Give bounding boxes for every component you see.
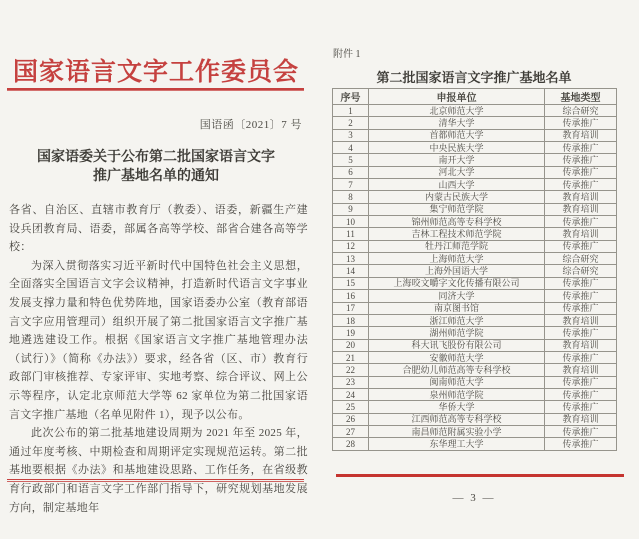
table-cell: 教育培训	[545, 228, 617, 240]
table-cell: 传承推广	[545, 166, 617, 178]
agency-letterhead-title: 国家语言文字工作委员会	[12, 59, 299, 86]
table-cell: 5	[333, 154, 369, 166]
red-annotation-line-left	[7, 479, 304, 482]
table-row	[333, 376, 617, 388]
table-row	[333, 425, 617, 437]
table-row	[333, 179, 617, 191]
table-cell: 传承推广	[545, 425, 617, 437]
table-cell: 清华大学	[369, 117, 545, 129]
table-cell: 南京图书馆	[369, 302, 545, 314]
table-cell: 华侨大学	[369, 401, 545, 413]
table-cell: 教育培训	[545, 364, 617, 376]
table-cell: 11	[333, 228, 369, 240]
table-row	[333, 142, 617, 154]
table-cell: 南开大学	[369, 154, 545, 166]
table-cell: 传承推广	[545, 179, 617, 191]
table-cell: 27	[333, 425, 369, 437]
table-cell: 中央民族大学	[369, 142, 545, 154]
table-cell: 传承推广	[545, 438, 617, 450]
table-cell: 8	[333, 191, 369, 203]
table-cell: 上海师范大学	[369, 253, 545, 265]
table-cell: 集宁师范学院	[369, 203, 545, 215]
table-cell: 教育培训	[545, 203, 617, 215]
table-cell: 牡丹江师范学院	[369, 240, 545, 252]
table-cell: 4	[333, 142, 369, 154]
table-cell: 河北大学	[369, 166, 545, 178]
table-row	[333, 253, 617, 265]
table-cell: 20	[333, 339, 369, 351]
table-cell: 安徽师范大学	[369, 351, 545, 363]
table-cell: 3	[333, 129, 369, 141]
notice-body	[9, 201, 308, 517]
table-cell: 传承推广	[545, 351, 617, 363]
document-number: 国语函〔2021〕7 号	[199, 119, 302, 131]
notice-paragraph-1: 为深入贯彻落实习近平新时代中国特色社会主义思想，全面落实全国语言文字会议精神，打造新时代语言文字事业发展支撑力量和特色优势阵地，国家语委办公室（教育部语言文字应用管理司）组织开展了第二批国家语言文字推广基地遴选建设工作。根据《国家语言文字推广基地管理办法（试行）》（简称《办法》）要求，经各省（区、市）教育行政部门审核推荐、专家评审、实地考察、综合评议、网上公示等程序，认定北京师范大学等 62 家单位为第二批国家语言文字推广基地（名单见附件 1），现予以公布。	[9, 259, 308, 421]
table-cell: 传承推广	[545, 277, 617, 289]
table-row	[333, 302, 617, 314]
table-cell: 12	[333, 240, 369, 252]
table-cell: 吉林工程技术师范学院	[369, 228, 545, 240]
attachment-label: 附件 1	[333, 49, 361, 60]
table-cell: 传承推广	[545, 240, 617, 252]
promotion-base-table	[332, 88, 617, 451]
table-cell: 18	[333, 314, 369, 326]
table-cell: 上海外国语大学	[369, 265, 545, 277]
table-cell: 东华理工大学	[369, 438, 545, 450]
table-row	[333, 203, 617, 215]
table-cell: 综合研究	[545, 105, 617, 117]
table-cell: 锦州师范高等专科学校	[369, 216, 545, 228]
table-row	[333, 401, 617, 413]
table-row	[333, 129, 617, 141]
table-row	[333, 154, 617, 166]
page-number: — 3 —	[452, 492, 496, 504]
table-cell: 23	[333, 376, 369, 388]
table-cell: 17	[333, 302, 369, 314]
attachment-table-title: 第二批国家语言文字推广基地名单	[376, 70, 572, 85]
table-row	[333, 351, 617, 363]
table-row	[333, 191, 617, 203]
table-cell: 26	[333, 413, 369, 425]
table-cell: 内蒙古民族大学	[369, 191, 545, 203]
table-cell: 15	[333, 277, 369, 289]
red-annotation-line-right	[336, 474, 624, 477]
table-cell: 14	[333, 265, 369, 277]
table-row	[333, 388, 617, 400]
header-序号: 序号	[333, 89, 369, 105]
table-cell: 北京师范大学	[369, 105, 545, 117]
table-cell: 教育培训	[545, 314, 617, 326]
table-cell: 10	[333, 216, 369, 228]
table-cell: 28	[333, 438, 369, 450]
notice-title	[8, 148, 304, 186]
table-cell: 1	[333, 105, 369, 117]
table-cell: 教育培训	[545, 191, 617, 203]
table-header	[333, 89, 617, 105]
table-cell: 传承推广	[545, 216, 617, 228]
table-row	[333, 117, 617, 129]
table-row	[333, 413, 617, 425]
table-cell: 南昌师范附属实验小学	[369, 425, 545, 437]
table-cell: 综合研究	[545, 253, 617, 265]
table-cell: 首都师范大学	[369, 129, 545, 141]
notice-paragraph-2: 此次公布的第二批基地建设周期为 2021 年至 2025 年，通过年度考核、中期检查和周期评定实现规范运转。第二批基地要根据《办法》和基地建设思路、工作任务，在省级教育行政部门和语言文字工作部门指导下，研究规划基地发展方向，制定基地年	[9, 427, 308, 514]
table-cell: 浙江师范大学	[369, 314, 545, 326]
table-row	[333, 438, 617, 450]
table-cell: 24	[333, 388, 369, 400]
table-cell: 传承推广	[545, 376, 617, 388]
notice-title-line1: 国家语委关于公布第二批国家语言文字	[37, 150, 275, 165]
table-header-row	[333, 89, 617, 105]
table-cell: 闽南师范大学	[369, 376, 545, 388]
letterhead-divider-line	[7, 88, 304, 91]
table-cell: 传承推广	[545, 290, 617, 302]
table-row	[333, 327, 617, 339]
table-cell: 泉州师范学院	[369, 388, 545, 400]
table-cell: 16	[333, 290, 369, 302]
table-row	[333, 216, 617, 228]
table-cell: 25	[333, 401, 369, 413]
table-row	[333, 339, 617, 351]
table-cell: 7	[333, 179, 369, 191]
table-cell: 教育培训	[545, 129, 617, 141]
table-cell: 22	[333, 364, 369, 376]
table-cell: 9	[333, 203, 369, 215]
table-row	[333, 290, 617, 302]
table-cell: 综合研究	[545, 265, 617, 277]
table-cell: 山西大学	[369, 179, 545, 191]
table-cell: 湖州师范学院	[369, 327, 545, 339]
table-cell: 合肥幼儿师范高等专科学校	[369, 364, 545, 376]
table-cell: 6	[333, 166, 369, 178]
table-cell: 传承推广	[545, 117, 617, 129]
table-cell: 19	[333, 327, 369, 339]
table-row	[333, 240, 617, 252]
table-body	[333, 105, 617, 451]
notice-title-line2: 推广基地名单的通知	[93, 169, 219, 184]
table-row	[333, 105, 617, 117]
header-申报单位: 申报单位	[369, 89, 545, 105]
table-cell: 2	[333, 117, 369, 129]
table-row	[333, 364, 617, 376]
header-基地类型: 基地类型	[545, 89, 617, 105]
table-cell: 21	[333, 351, 369, 363]
table-cell: 传承推广	[545, 142, 617, 154]
table-row	[333, 166, 617, 178]
table-cell: 传承推广	[545, 327, 617, 339]
table-cell: 13	[333, 253, 369, 265]
table-cell: 同济大学	[369, 290, 545, 302]
table-cell: 科大讯飞股份有限公司	[369, 339, 545, 351]
table-row	[333, 265, 617, 277]
table-cell: 教育培训	[545, 339, 617, 351]
notice-salutation: 各省、自治区、直辖市教育厅（教委）、语委，新疆生产建设兵团教育局、语委，部属各高等学校、部省合建各高等学校：	[9, 204, 308, 254]
table-row	[333, 314, 617, 326]
table-cell: 传承推广	[545, 388, 617, 400]
table-row	[333, 277, 617, 289]
table-cell: 传承推广	[545, 302, 617, 314]
table-row	[333, 228, 617, 240]
table-cell: 传承推广	[545, 154, 617, 166]
table-cell: 教育培训	[545, 413, 617, 425]
table-cell: 上海咬文嚼字文化传播有限公司	[369, 277, 545, 289]
table-cell: 江西师范高等专科学校	[369, 413, 545, 425]
table-cell: 传承推广	[545, 401, 617, 413]
